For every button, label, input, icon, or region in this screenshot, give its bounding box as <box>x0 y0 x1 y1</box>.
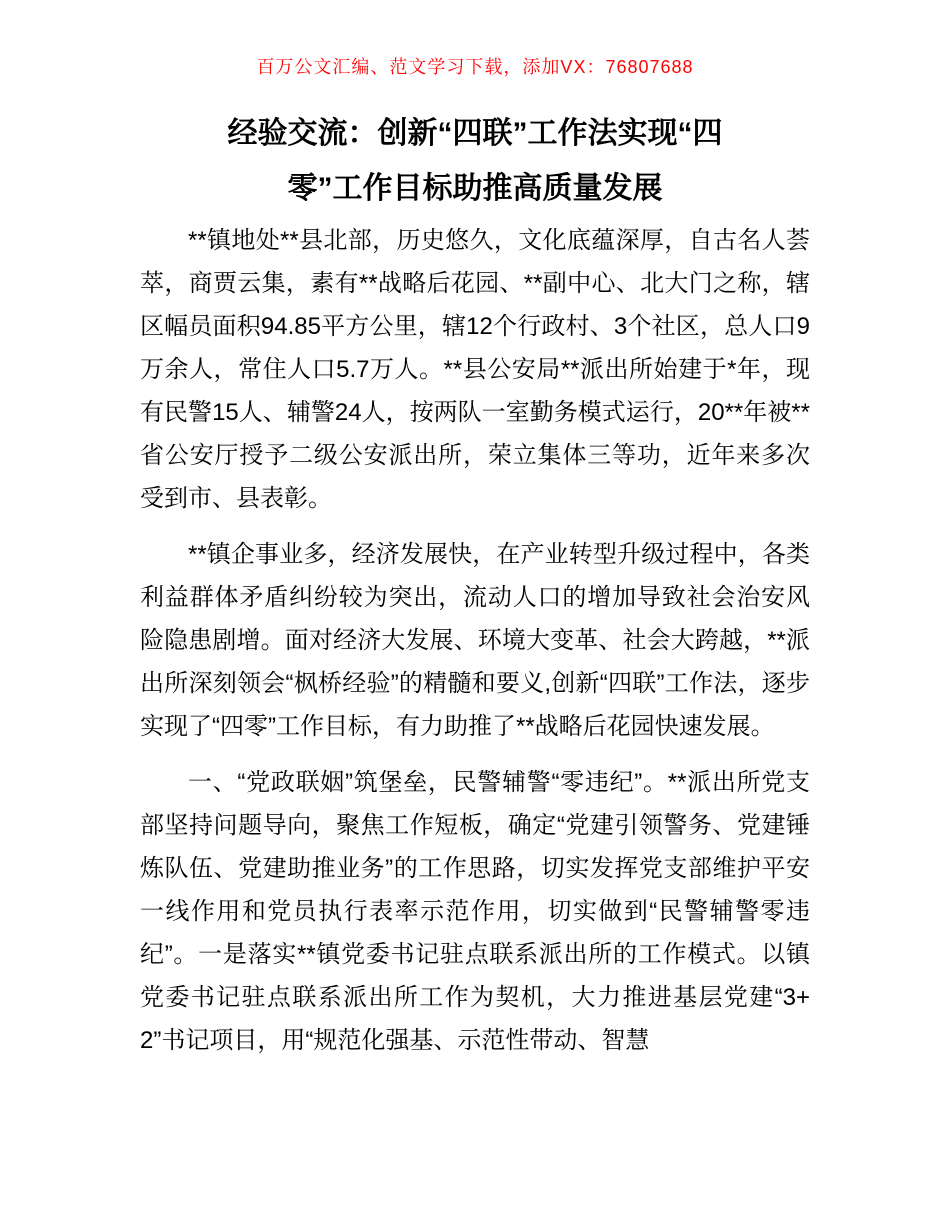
paragraph-section-one: 一、“党政联姻”筑堡垒，民警辅警“零违纪”。**派出所党支部坚持问题导向，聚焦工作短板，确定“党建引领警务、党建锤炼队伍、党建助推业务”的工作思路，切实发挥党支部维护平安一线作用和党员执行表率示范作用，切实做到“民警辅警零违纪”。一是落实**镇党委书记驻点联系派出所的工作模式。以镇党委书记驻点联系派出所工作为契机，大力推进基层党建“3+2”书记项目，用“规范化强基、示范性带动、智慧 <box>140 769 810 1054</box>
title-line-1: 经验交流：创新“四联”工作法实现“四 <box>227 117 723 150</box>
paragraph-background: **镇企事业多，经济发展快，在产业转型升级过程中，各类利益群体矛盾纠纷较为突出，流动人口的增加导致社会治安风险隐患剧增。面对经济大发展、环境大变革、社会大跨越，**派出所深刻领会“枫桥经验”的精髓和要义,创新“四联”工作法，逐步实现了“四零”工作目标，有力助推了**战略后花园快速发展。 <box>140 541 810 740</box>
paragraph-intro: **镇地处**县北部，历史悠久，文化底蕴深厚，自古名人荟萃，商贾云集，素有**战略后花园、**副中心、北大门之称，辖区幅员面积94.85平方公里，辖12个行政村、3个社区，总人口9万余人，常住人口5.7万人。**县公安局**派出所始建于*年，现有民警15人、辅警24人，按两队一室勤务模式运行，20**年被**省公安厅授予二级公安派出所，荣立集体三等功，近年来多次受到市、县表彰。 <box>140 227 810 512</box>
promo-header-notice: 百万公文汇编、范文学习下载，添加VX：76807688 <box>256 57 694 77</box>
document-title <box>110 106 840 216</box>
document-body <box>140 219 810 1062</box>
title-line-2: 零”工作目标助推高质量发展 <box>287 172 663 205</box>
